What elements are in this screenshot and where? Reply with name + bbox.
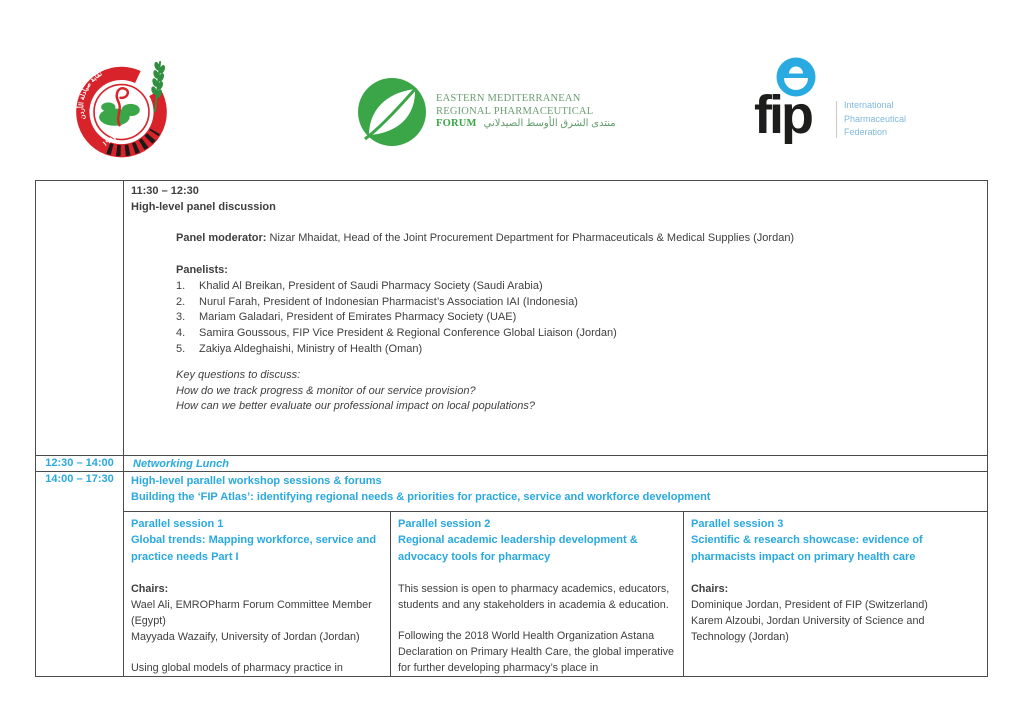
emrpf-forum-label: FORUM — [436, 118, 477, 130]
emrpf-arabic-name: منتدى الشرق الأوسط الصيدلاني — [483, 118, 616, 130]
emrpf-name-line2: REGIONAL PHARMACEUTICAL — [436, 105, 594, 117]
key-questions — [176, 368, 977, 415]
panelist-item — [176, 310, 977, 326]
panel-moderator — [176, 231, 977, 247]
session-3-chairs-label: Chairs: — [691, 583, 729, 595]
parallel-session-2 — [391, 512, 684, 676]
row-panel-discussion — [36, 181, 987, 455]
workshops-cell — [124, 472, 987, 676]
parallel-session-1 — [124, 512, 391, 676]
session-2-title: Regional academic leadership development & advocacy tools for pharmacy — [398, 534, 638, 564]
panelists-label: Panelists: — [176, 263, 228, 276]
panelist-item — [176, 279, 977, 295]
session-3-title: Scientific & research showcase: evidence of pharmacists impact on primary health care — [691, 534, 923, 564]
panelist-number: 3. — [176, 311, 186, 324]
parallel-session-3 — [684, 512, 987, 676]
session-3-chair-2: Karem Alzoubi, Jordan University of Science and Technology (Jordan) — [691, 615, 925, 643]
time-cell-empty — [36, 181, 124, 455]
panelist-text: Samira Goussous, FIP Vice President & Regional Conference Global Liaison (Jordan) — [199, 327, 617, 340]
session-1-chair-2: Mayyada Wazaify, University of Jordan (Jordan) — [131, 631, 360, 643]
panelist-number: 1. — [176, 279, 186, 292]
session-1-chairs-label: Chairs: — [131, 583, 169, 595]
workshops-header — [124, 472, 987, 511]
jpa-year-text: ١٩٥٧ — [101, 133, 119, 149]
moderator-label: Panel moderator: — [176, 232, 267, 245]
panelist-text: Nurul Farah, President of Indonesian Pharmacist’s Association IAI (Indonesia) — [199, 295, 578, 308]
row-networking-lunch — [36, 455, 987, 471]
session-1-paragraph: Using global models of pharmacy practice in — [131, 662, 343, 674]
fip-name-line3: Federation — [844, 127, 888, 137]
fip-name-line2: Pharmaceutical — [844, 113, 907, 124]
session-1-title: Global trends: Mapping workforce, service and practice needs Part I — [131, 534, 377, 564]
fip-wordmark: fip — [754, 85, 811, 145]
jordan-pharmacists-association-logo — [64, 53, 179, 167]
emrpf-logo — [356, 76, 616, 148]
lunch-time: 12:30 – 14:00 — [36, 456, 124, 471]
workshops-heading-1: High-level parallel workshop sessions & forums — [131, 475, 382, 487]
panelist-item — [176, 326, 977, 342]
panelist-item — [176, 295, 977, 311]
session-3-chair-1: Dominique Jordan, President of FIP (Switzerland) — [691, 599, 928, 611]
leaf-icon — [356, 76, 428, 148]
key-questions-intro: Key questions to discuss: — [176, 368, 301, 381]
session-1-label: Parallel session 1 — [131, 517, 224, 530]
panel-discussion-cell — [124, 181, 987, 455]
parallel-sessions — [124, 511, 987, 676]
panelist-number: 5. — [176, 342, 186, 355]
moderator-text: Nizar Mhaidat, Head of the Joint Procurement Department for Pharmaceuticals & Medical Supplies (Jordan) — [266, 232, 795, 245]
fip-logo — [752, 52, 932, 162]
panelists-list — [176, 279, 977, 358]
lunch-title: Networking Lunch — [133, 458, 229, 470]
workshops-heading-2: Building the ‘FIP Atlas’: identifying regional needs & priorities for practice, service and workforce development — [131, 490, 711, 503]
panelist-number: 4. — [176, 327, 186, 340]
fip-name-line1: International — [844, 100, 894, 110]
panelist-number: 2. — [176, 295, 186, 308]
session-2-label: Parallel session 2 — [398, 517, 491, 530]
key-question-1: How do we track progress & monitor of our service provision? — [176, 384, 476, 397]
panelist-text: Mariam Galadari, President of Emirates Pharmacy Society (UAE) — [199, 311, 517, 324]
panel-title: High-level panel discussion — [131, 200, 276, 213]
session-2-paragraph-1: This session is open to pharmacy academics, educators, students and any stakeholders in academia & education. — [398, 583, 670, 611]
panelist-text: Khalid Al Breikan, President of Saudi Pharmacy Society (Saudi Arabia) — [199, 279, 543, 292]
jpa-ring-text: نقابة صيادلة الأردن — [78, 70, 104, 121]
panelist-item — [176, 342, 977, 358]
session-1-chair-1: Wael Ali, EMROPharm Forum Committee Member (Egypt) — [131, 599, 372, 627]
row-workshops — [36, 471, 987, 676]
session-2-paragraph-2: Following the 2018 World Health Organization Astana Declaration on Primary Health Care, the global imperative for further developing pharmacy’s place in — [398, 630, 675, 674]
key-question-2: How can we better evaluate our professional impact on local populations? — [176, 400, 535, 413]
fip-divider — [836, 101, 837, 138]
panelist-text: Zakiya Aldeghaishi, Ministry of Health (Oman) — [199, 342, 423, 355]
workshops-time: 14:00 – 17:30 — [36, 472, 124, 676]
emrpf-name-line1: EASTERN MEDITERRANEAN — [436, 93, 581, 105]
panel-time: 11:30 – 12:30 — [131, 185, 199, 197]
session-3-label: Parallel session 3 — [691, 517, 784, 530]
schedule-table — [35, 180, 988, 677]
